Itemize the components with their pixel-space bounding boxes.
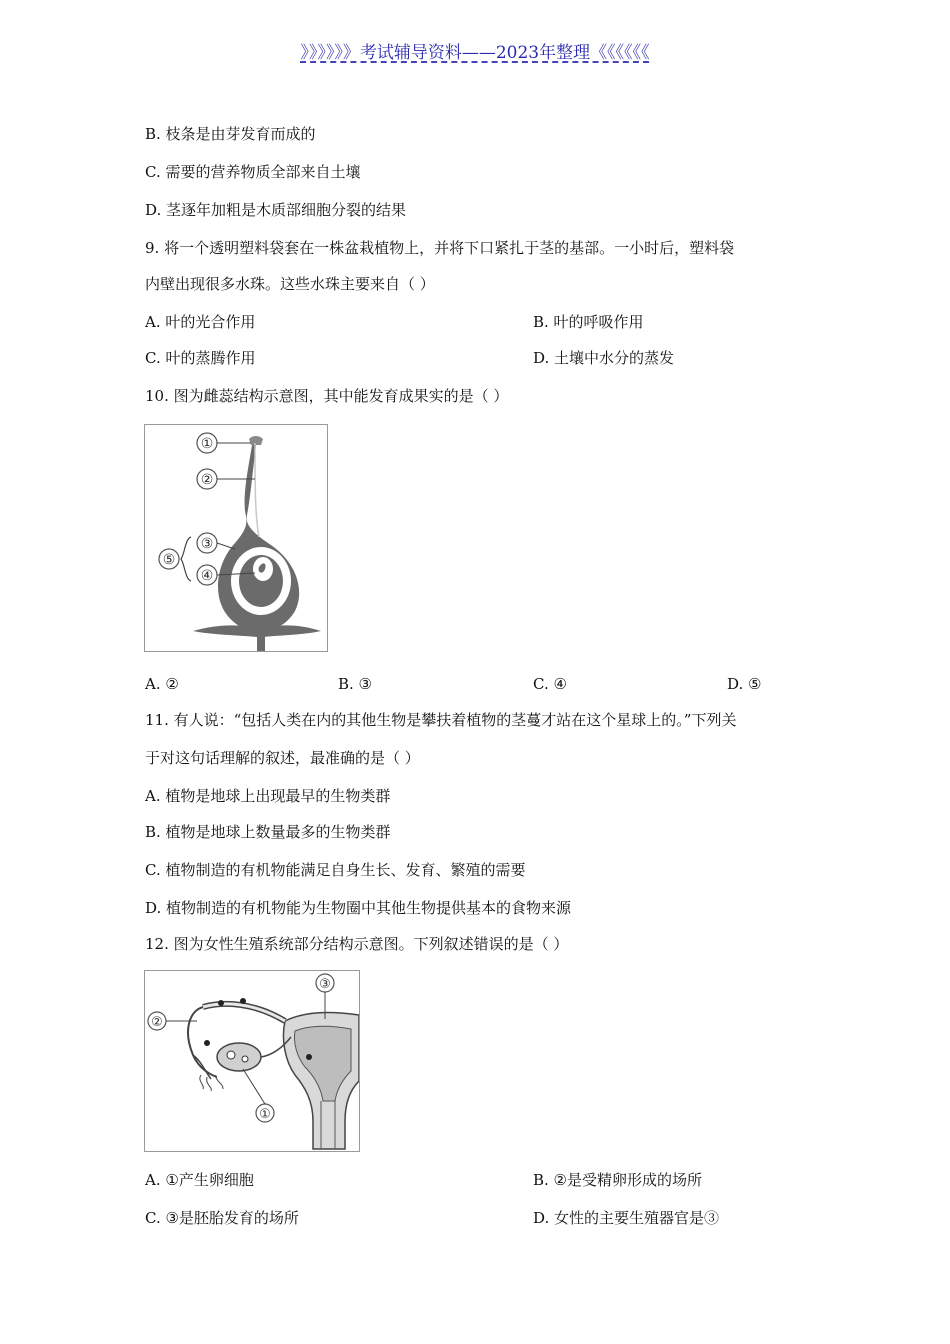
brace-icon <box>181 537 191 581</box>
reproductive-label-3 <box>316 974 334 992</box>
q9-stem-line2: 内壁出现很多水珠。这些水珠主要来自（ ） <box>145 275 435 293</box>
svg-text:①: ① <box>259 1107 271 1122</box>
svg-text:①: ① <box>200 436 214 452</box>
q11-stem-line1: 11. 有人说：“包括人类在内的其他生物是攀扶着植物的茎蔓才站在这个星球上的。”下列关 <box>145 711 737 729</box>
svg-text:②: ② <box>200 472 214 488</box>
q9-option-a: A. 叶的光合作用 <box>145 313 256 331</box>
pistil-label-2 <box>197 469 217 489</box>
q8-option-c: C. 需要的营养物质全部来自土壤 <box>145 163 361 181</box>
q11-option-b: B. 植物是地球上数量最多的生物类群 <box>145 823 391 841</box>
q12-option-a: A. ①产生卵细胞 <box>145 1171 254 1189</box>
q10-option-a: A. ② <box>145 675 179 693</box>
svg-text:③: ③ <box>200 536 214 552</box>
svg-text:④: ④ <box>200 568 214 584</box>
pistil-label-4 <box>197 565 217 585</box>
q11-option-c: C. 植物制造的有机物能满足自身生长、发育、繁殖的需要 <box>145 861 526 879</box>
reproductive-label-2 <box>148 1012 166 1030</box>
reproductive-label-1 <box>256 1104 274 1122</box>
female-reproductive-diagram <box>144 970 360 1152</box>
pistil-label-5 <box>159 549 179 569</box>
q12-option-b: B. ②是受精卵形成的场所 <box>533 1171 703 1189</box>
q9-stem-line1: 9. 将一个透明塑料袋套在一株盆栽植物上，并将下口紧扎于茎的基部。一小时后，塑料袋 <box>145 239 735 257</box>
q12-option-d: D. 女性的主要生殖器官是③ <box>533 1209 720 1227</box>
q9-option-d: D. 土壤中水分的蒸发 <box>533 349 675 367</box>
svg-text:②: ② <box>151 1015 163 1030</box>
q9-option-b: B. 叶的呼吸作用 <box>533 313 644 331</box>
page-header: 》》》》》》考试辅导资料——2023年整理《《《《《《 <box>300 43 650 63</box>
pistil-label-3 <box>197 533 217 553</box>
q11-option-d: D. 植物制造的有机物能为生物圈中其他生物提供基本的食物来源 <box>145 899 572 917</box>
q10-option-d: D. ⑤ <box>727 675 762 693</box>
q11-stem-line2: 于对这句话理解的叙述，最准确的是（ ） <box>145 749 420 767</box>
q8-option-b: B. 枝条是由芽发育而成的 <box>145 125 316 143</box>
q10-stem: 10. 图为雌蕊结构示意图，其中能发育成果实的是（ ） <box>145 387 509 405</box>
q12-stem: 12. 图为女性生殖系统部分结构示意图。下列叙述错误的是（ ） <box>145 935 569 953</box>
q10-option-c: C. ④ <box>533 675 567 693</box>
q8-option-d: D. 茎逐年加粗是木质部细胞分裂的结果 <box>145 201 407 219</box>
q12-option-c: C. ③是胚胎发育的场所 <box>145 1209 299 1227</box>
pistil-diagram <box>144 424 328 652</box>
svg-text:③: ③ <box>319 977 331 992</box>
q10-option-b: B. ③ <box>338 675 373 693</box>
pistil-label-1 <box>197 433 217 453</box>
q9-option-c: C. 叶的蒸腾作用 <box>145 349 256 367</box>
q11-option-a: A. 植物是地球上出现最早的生物类群 <box>145 787 391 805</box>
svg-text:⑤: ⑤ <box>162 552 176 568</box>
